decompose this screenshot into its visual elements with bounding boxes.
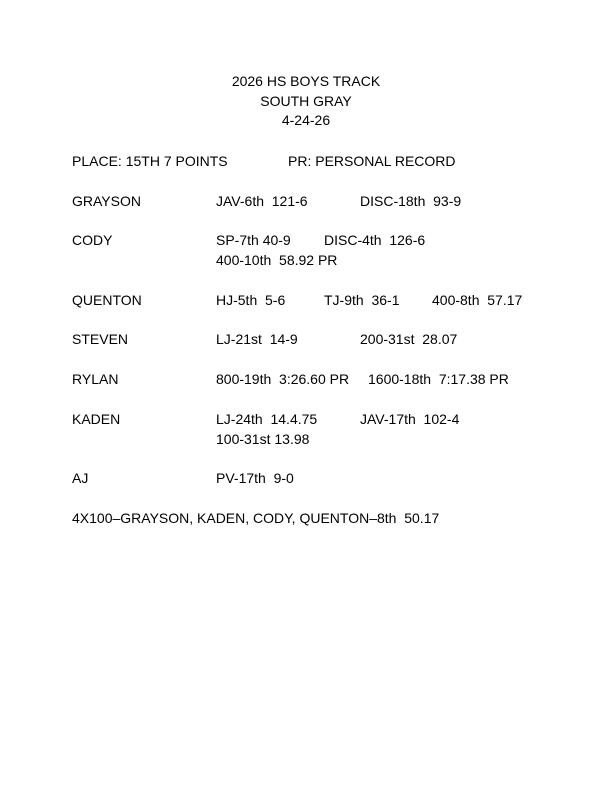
athlete-result: LJ-21st 14-9 bbox=[216, 331, 298, 347]
document-header bbox=[0, 72, 612, 131]
athlete-result: TJ-9th 36-1 bbox=[324, 292, 400, 308]
athlete-result: 800-19th 3:26.60 PR bbox=[216, 371, 350, 387]
athlete-name-kaden: KADEN bbox=[72, 411, 121, 427]
athlete-result: SP-7th 40-9 bbox=[216, 232, 291, 248]
athlete-result: LJ-24th 14.4.75 bbox=[216, 411, 318, 427]
pr-legend: PR: PERSONAL RECORD bbox=[288, 153, 456, 169]
athlete-result: DISC-4th 126-6 bbox=[324, 232, 426, 248]
athlete-name-aj: AJ bbox=[72, 470, 89, 486]
meet-name: SOUTH GRAY bbox=[260, 92, 352, 109]
athlete-result: 100-31st 13.98 bbox=[216, 431, 310, 447]
team-place: PLACE: 15TH 7 POINTS bbox=[72, 153, 228, 169]
meet-date: 4-24-26 bbox=[281, 112, 331, 128]
document-title: 2026 HS BOYS TRACK bbox=[231, 73, 381, 89]
athlete-result: 400-8th 57.17 bbox=[432, 292, 523, 308]
athlete-name-steven: STEVEN bbox=[72, 331, 129, 347]
athlete-name-grayson: GRAYSON bbox=[72, 193, 141, 209]
relay-result: 4X100–GRAYSON, KADEN, CODY, QUENTON–8th 50.17 bbox=[72, 510, 440, 526]
athlete-result: 400-10th 58.92 PR bbox=[216, 252, 338, 268]
athlete-result: HJ-5th 5-6 bbox=[216, 292, 286, 308]
athlete-result: JAV-17th 102-4 bbox=[360, 411, 460, 427]
athlete-result: 200-31st 28.07 bbox=[360, 331, 458, 347]
athlete-name-quenton: QUENTON bbox=[72, 292, 142, 308]
athlete-name-rylan: RYLAN bbox=[72, 371, 119, 387]
athlete-name-cody: CODY bbox=[72, 232, 113, 248]
athlete-result: 1600-18th 7:17.38 PR bbox=[368, 371, 509, 387]
athlete-result: JAV-6th 121-6 bbox=[216, 193, 308, 209]
athlete-result: PV-17th 9-0 bbox=[216, 470, 294, 486]
athlete-result: DISC-18th 93-9 bbox=[360, 193, 462, 209]
